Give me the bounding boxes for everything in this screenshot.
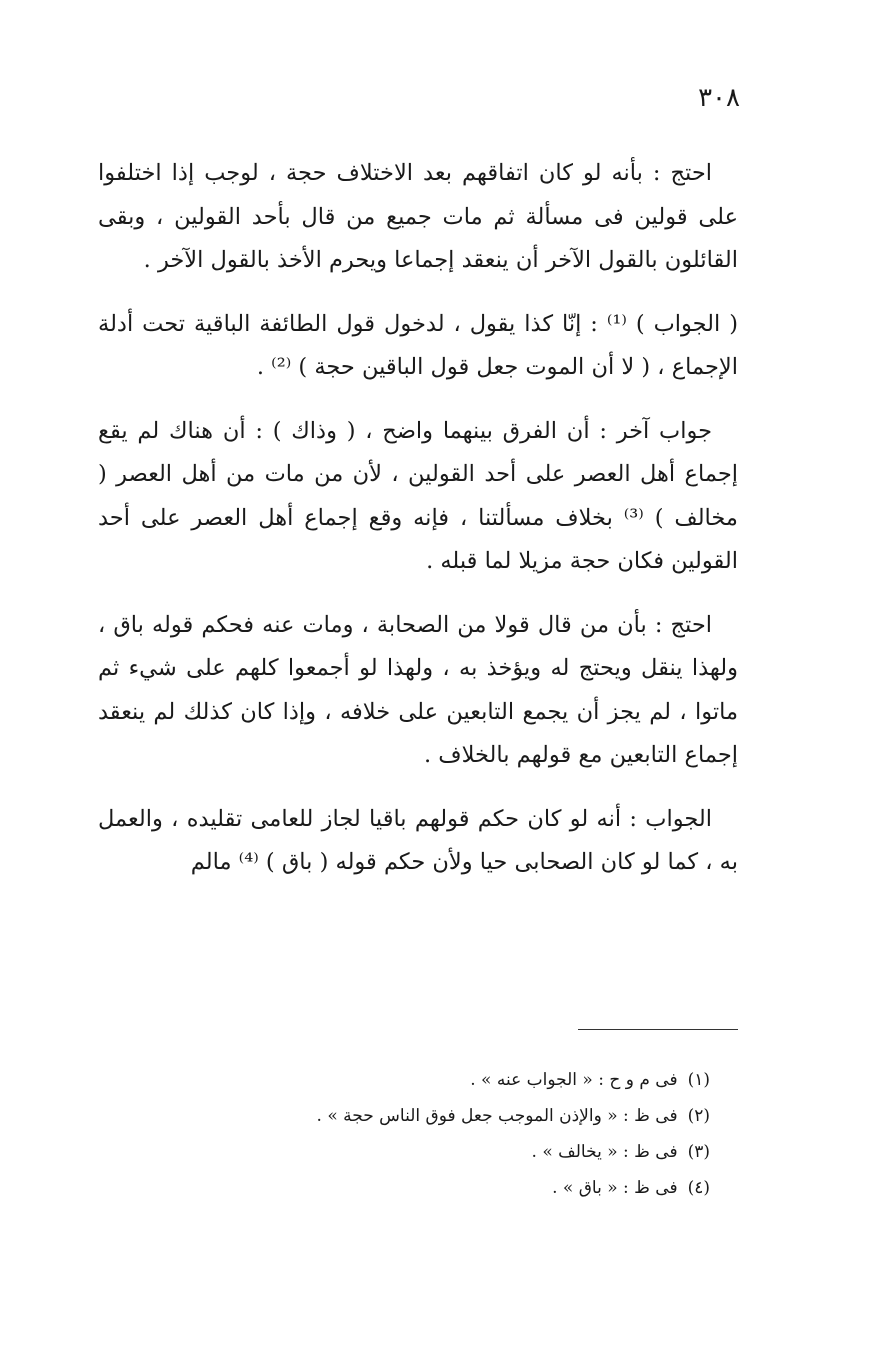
paragraph-3: جواب آخر : أن الفرق بينهما واضح ، ( وذاك ) : أن هناك لم يقع إجماع أهل العصر على أحد القولين ، لأن من مات من أهل العصر ( مخالف ) ⁽³⁾ بخلاف مسألتنا ، فإنه وقع إجماع أهل العصر على أحد القولين فكان حجة مزيلا لما قبله .	[98, 417, 738, 574]
paragraph-5: الجواب : أنه لو كان حكم قولهم باقيا لجاز للعامى تقليده ، والعمل به ، كما لو كان الصحابى حيا ولأن حكم قوله ( باق ) ⁽⁴⁾ مالم	[98, 805, 738, 875]
footnote-divider	[578, 1029, 738, 1030]
footnote-1: (١)فى م و ح : « الجواب عنه » .	[470, 1070, 710, 1090]
main-text	[98, 152, 738, 905]
footnote-2: (٢)فى ظ : « والإذن الموجب جعل فوق الناس حجة » .	[316, 1106, 710, 1126]
paragraph-1: احتج : بأنه لو كان اتفاقهم بعد الاختلاف حجة ، لوجب إذا اختلفوا على قولين فى مسألة ثم مات جميع من قال بأحد القولين ، وبقى القائلون بالقول الآخر أن ينعقد إجماعا ويحرم الأخذ بالقول الآخر .	[98, 160, 738, 273]
footnotes	[98, 1062, 710, 1206]
paragraph-4: احتج : بأن من قال قولا من الصحابة ، ومات عنه فحكم قوله باق ، ولهذا ينقل ويحتج له ويؤخذ به ، ولهذا لو أجمعوا كلهم على شيء ثم ماتوا ، لم يجز أن يجمع التابعين على خلافه ، وإذا كان كذلك لم ينعقد إجماع التابعين مع قولهم بالخلاف .	[98, 611, 738, 768]
footnote-4: (٤)فى ظ : « باق » .	[552, 1178, 710, 1198]
paragraph-2: ( الجواب ) ⁽¹⁾ : إنّا كذا يقول ، لدخول قول الطائفة الباقية تحت أدلة الإجماع ، ( لا أن الموت جعل قول الباقين حجة ) ⁽²⁾ .	[98, 310, 738, 380]
footnote-3: (٣)فى ظ : « يخالف » .	[531, 1142, 710, 1162]
page-number: ٣٠٨	[698, 83, 740, 113]
